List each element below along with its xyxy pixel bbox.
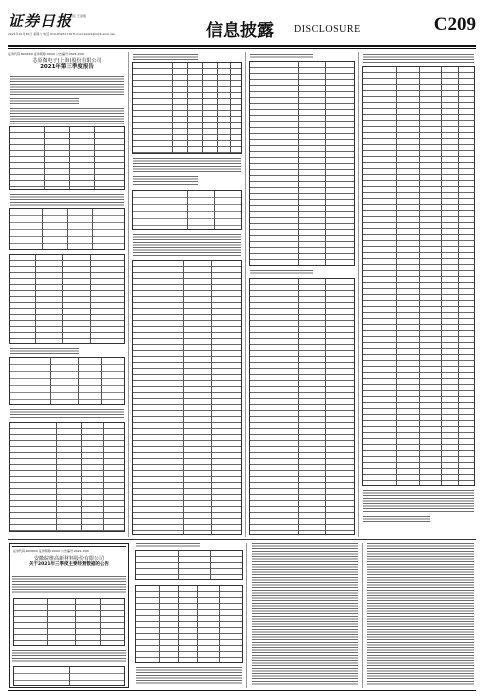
text-block — [10, 76, 124, 96]
text-block — [10, 108, 124, 124]
column-4 — [361, 52, 476, 537]
item-table — [9, 254, 125, 344]
text-block — [363, 516, 430, 522]
text-block — [363, 490, 474, 512]
column-divider — [358, 52, 359, 537]
text-block — [250, 54, 313, 59]
column-3 — [248, 52, 356, 537]
text-block — [12, 576, 126, 594]
balance-table — [132, 62, 242, 154]
lower-column-2 — [134, 543, 244, 688]
text-block — [133, 158, 241, 172]
text-block — [363, 54, 474, 64]
column-1 — [8, 52, 126, 537]
edition-tag: 责任 王爱翔 — [70, 14, 86, 18]
text-block — [252, 543, 358, 685]
page-number: C209 — [433, 14, 476, 35]
text-block — [367, 543, 474, 685]
page-bottom-rule — [8, 690, 476, 691]
company-name: 芯原微电子(上海)股份有限公司 — [32, 58, 102, 64]
notice-b-code-line: 证券代码:603XXX 证券简称:XXXX 公告编号:2021-XXX — [13, 549, 89, 553]
text-block — [136, 543, 200, 548]
consolidated-table — [362, 66, 475, 486]
lower-column-4 — [365, 543, 476, 688]
text-block — [133, 234, 241, 256]
cash-flow-table — [249, 61, 355, 266]
operating-data-table — [13, 598, 125, 646]
newspaper-logo: 证券日报 — [8, 12, 73, 30]
text-block — [133, 54, 198, 60]
lower-table — [135, 550, 243, 580]
text-block — [136, 667, 242, 685]
text-block — [12, 650, 126, 662]
column-divider — [246, 543, 247, 688]
column-divider — [245, 52, 246, 537]
text-block — [250, 270, 313, 275]
text-block — [133, 176, 198, 186]
column-divider — [128, 52, 129, 537]
lower-column-3 — [250, 543, 360, 688]
text-block — [10, 194, 124, 206]
shareholder-table — [9, 208, 125, 250]
date-line: 2021年10月30日 星期六 电话 010-83251716 E-mail:zqrb9@zqrb.sina.net — [8, 32, 115, 36]
text-block — [10, 409, 124, 419]
company-name: 安徽皖维高新材料股份有限公司 — [33, 556, 104, 562]
column-divider — [362, 543, 363, 688]
detail-table — [9, 422, 125, 532]
notice-a-code-line: 证券代码:603XXX 证券简称:XXXX 公告编号:2021-XXX — [8, 52, 84, 56]
summary-table — [132, 190, 242, 230]
notice-title: 2021年第三季度报告 — [40, 64, 94, 70]
masthead-rule — [8, 45, 476, 47]
income-statement-table — [132, 260, 242, 535]
financial-table — [9, 126, 125, 190]
section-subtitle: DISCLOSURE — [294, 24, 361, 35]
price-table — [13, 666, 125, 686]
notice-b-frame — [9, 543, 129, 688]
text-block — [10, 348, 79, 354]
text-block — [10, 98, 79, 106]
masthead — [8, 10, 476, 44]
notice-a-header — [8, 58, 126, 71]
masthead-rule-thin — [8, 48, 476, 49]
section-divider — [8, 539, 476, 540]
notice-title: 关于2021年三季度主要经营数据的公告 — [28, 562, 110, 567]
holder-table — [9, 357, 125, 405]
section-title: 信息披露 — [206, 21, 274, 41]
column-2 — [131, 52, 243, 537]
lower-detail-table — [135, 585, 243, 663]
parent-company-table — [249, 278, 355, 535]
